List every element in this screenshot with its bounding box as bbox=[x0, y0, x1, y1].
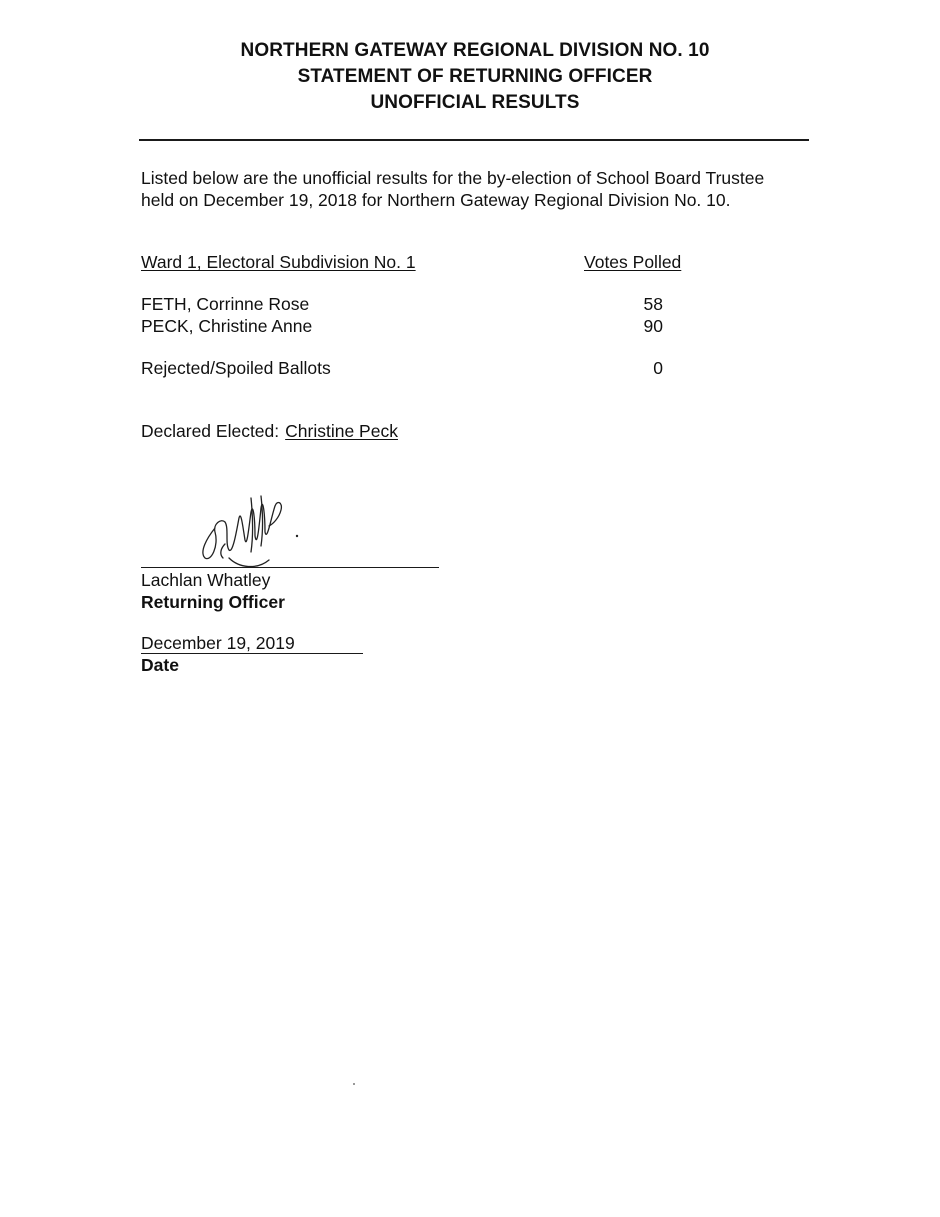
rejected-ballots-row bbox=[141, 358, 663, 380]
candidate-name: PECK, Christine Anne bbox=[141, 316, 313, 336]
candidate-row bbox=[141, 316, 663, 338]
signoff-date: December 19, 2019 bbox=[141, 633, 295, 653]
intro-line-1: Listed below are the unofficial results for the by-election of School Board Trustee bbox=[141, 168, 765, 188]
rejected-ballots-label: Rejected/Spoiled Ballots bbox=[141, 358, 331, 378]
title-division: NORTHERN GATEWAY REGIONAL DIVISION NO. 10 bbox=[240, 40, 710, 61]
intro-line-2: held on December 19, 2018 for Northern Gateway Regional Division No. 10. bbox=[141, 190, 731, 210]
scan-speck bbox=[353, 1083, 355, 1085]
signature-line bbox=[141, 567, 439, 568]
candidate-votes: 58 bbox=[643, 294, 663, 314]
declared-elected-label: Declared Elected: bbox=[141, 421, 280, 441]
document-title bbox=[140, 38, 810, 116]
intro-paragraph bbox=[141, 167, 821, 211]
officer-title: Returning Officer bbox=[141, 592, 285, 612]
signature-image bbox=[185, 488, 315, 568]
declared-winner: Christine Peck bbox=[285, 421, 398, 441]
date-label: Date bbox=[141, 655, 179, 675]
title-unofficial: UNOFFICIAL RESULTS bbox=[370, 92, 580, 113]
rejected-ballots-value: 0 bbox=[653, 358, 663, 378]
title-statement: STATEMENT OF RETURNING OFFICER bbox=[297, 66, 653, 87]
candidate-name: FETH, Corrinne Rose bbox=[141, 294, 310, 314]
header-divider bbox=[139, 139, 809, 141]
declared-elected bbox=[141, 421, 398, 442]
candidate-votes: 90 bbox=[643, 316, 663, 336]
votes-polled-heading: Votes Polled bbox=[584, 252, 682, 272]
officer-name: Lachlan Whatley bbox=[141, 570, 271, 590]
date-underline bbox=[141, 653, 363, 654]
candidate-row bbox=[141, 294, 663, 316]
ward-heading: Ward 1, Electoral Subdivision No. 1 bbox=[141, 252, 416, 272]
